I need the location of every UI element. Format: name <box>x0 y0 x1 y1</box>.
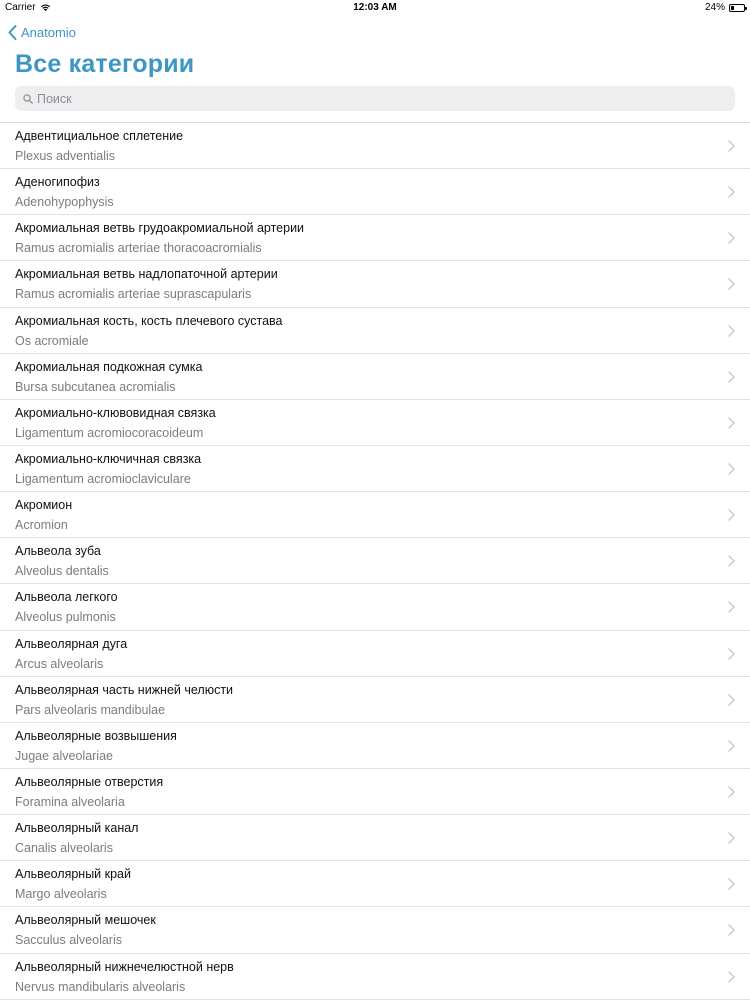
search-icon <box>23 94 33 104</box>
search-bar[interactable] <box>15 86 735 111</box>
chevron-right-icon <box>728 786 735 798</box>
chevron-right-icon <box>728 232 735 244</box>
list-item-subtitle: Foramina alveolaria <box>15 794 125 809</box>
list-item-subtitle: Ligamentum acromiocoracoideum <box>15 425 204 440</box>
list-item[interactable] <box>0 723 750 769</box>
status-bar <box>0 0 750 16</box>
list-item-title: Акромиально-ключичная связка <box>15 451 202 466</box>
list-item-subtitle: Sacculus alveolaris <box>15 933 122 948</box>
list-item-title: Альвеолярный мешочек <box>15 913 156 928</box>
list-item-subtitle: Alveolus dentalis <box>15 564 109 579</box>
chevron-right-icon <box>728 140 735 152</box>
list-item[interactable] <box>0 123 750 169</box>
page-title: Все категории <box>15 50 195 78</box>
list-item-title: Альвеолярная часть нижней челюсти <box>15 682 234 697</box>
chevron-right-icon <box>728 878 735 890</box>
list-item[interactable] <box>0 215 750 261</box>
list-item-subtitle: Nervus mandibularis alveolaris <box>15 979 186 994</box>
list-item-subtitle: Margo alveolaris <box>15 887 107 902</box>
list-item-subtitle: Canalis alveolaris <box>15 841 113 856</box>
list-item[interactable] <box>0 954 750 1000</box>
list-item-title: Акромион <box>15 498 73 513</box>
list-item[interactable] <box>0 584 750 630</box>
list-item[interactable] <box>0 400 750 446</box>
list-item-subtitle: Ligamentum acromioclaviculare <box>15 471 191 486</box>
list-item-subtitle: Jugae alveolariae <box>15 748 113 763</box>
list-item-subtitle: Ramus acromialis arteriae thoracoacromialis <box>15 241 262 256</box>
status-time: 12:03 AM <box>353 2 397 13</box>
list-item[interactable] <box>0 261 750 307</box>
list-item-subtitle: Pars alveolaris mandibulae <box>15 702 166 717</box>
battery-icon <box>729 4 745 12</box>
chevron-right-icon <box>728 971 735 983</box>
list-item-title: Акромиальная ветвь грудоакромиальной артерии <box>15 221 305 236</box>
search-input[interactable] <box>37 92 717 106</box>
chevron-right-icon <box>728 832 735 844</box>
list-item-subtitle: Acromion <box>15 518 68 533</box>
battery-percent: 24% <box>704 2 725 13</box>
list-item-title: Альвеолярные возвышения <box>15 728 177 743</box>
list-item-subtitle: Plexus adventialis <box>15 149 116 163</box>
list-item[interactable] <box>0 446 750 492</box>
list-item-title: Аденогипофиз <box>15 175 100 190</box>
list-item[interactable] <box>0 538 750 584</box>
list-item-title: Альвеола зуба <box>15 544 101 559</box>
list-item-subtitle: Ramus acromialis arteriae suprascapularis <box>15 287 252 302</box>
chevron-right-icon <box>728 601 735 613</box>
list-item[interactable] <box>0 354 750 400</box>
list-item[interactable] <box>0 631 750 677</box>
chevron-right-icon <box>728 278 735 290</box>
chevron-right-icon <box>728 555 735 567</box>
chevron-left-icon <box>8 25 17 40</box>
status-right <box>705 2 745 13</box>
list-item-title: Альвеолярный нижнечелюстной нерв <box>15 959 234 974</box>
list-item-title: Акромиальная кость, кость плечевого сустава <box>15 313 283 328</box>
carrier-label: Carrier <box>5 2 36 13</box>
chevron-right-icon <box>728 924 735 936</box>
chevron-right-icon <box>728 186 735 198</box>
list-item-title: Альвеола легкого <box>15 590 118 605</box>
list-item-title: Альвеолярный канал <box>15 821 139 836</box>
chevron-right-icon <box>728 325 735 337</box>
list-item-subtitle: Bursa subcutanea acromialis <box>15 379 176 394</box>
category-list <box>0 123 750 1000</box>
list-item[interactable] <box>0 907 750 953</box>
list-item-subtitle: Alveolus pulmonis <box>15 610 116 625</box>
chevron-right-icon <box>728 371 735 383</box>
list-item-subtitle: Os acromiale <box>15 333 89 348</box>
chevron-right-icon <box>728 740 735 752</box>
list-item-title: Альвеолярные отверстия <box>15 774 164 789</box>
list-item[interactable] <box>0 169 750 215</box>
list-item-subtitle: Arcus alveolaris <box>15 656 104 671</box>
list-item-title: Альвеолярный край <box>15 867 131 882</box>
list-item[interactable] <box>0 492 750 538</box>
list-item-title: Акромиально-клювовидная связка <box>15 405 216 420</box>
list-item[interactable] <box>0 815 750 861</box>
list-item[interactable] <box>0 677 750 723</box>
chevron-right-icon <box>728 463 735 475</box>
list-item[interactable] <box>0 769 750 815</box>
chevron-right-icon <box>728 648 735 660</box>
list-item-title: Акромиальная ветвь надлопаточной артерии <box>15 267 278 282</box>
chevron-right-icon <box>728 509 735 521</box>
battery-fill <box>731 6 734 10</box>
list-item[interactable] <box>0 308 750 354</box>
chevron-right-icon <box>728 417 735 429</box>
list-item[interactable] <box>0 861 750 907</box>
back-button-label: Anatomio <box>21 24 76 40</box>
back-button[interactable] <box>8 23 76 41</box>
list-item-title: Акромиальная подкожная сумка <box>15 359 203 374</box>
chevron-right-icon <box>728 694 735 706</box>
list-item-title: Адвентициальное сплетение <box>15 129 184 143</box>
list-item-title: Альвеолярная дуга <box>15 636 128 651</box>
list-item-subtitle: Adenohypophysis <box>15 195 114 210</box>
